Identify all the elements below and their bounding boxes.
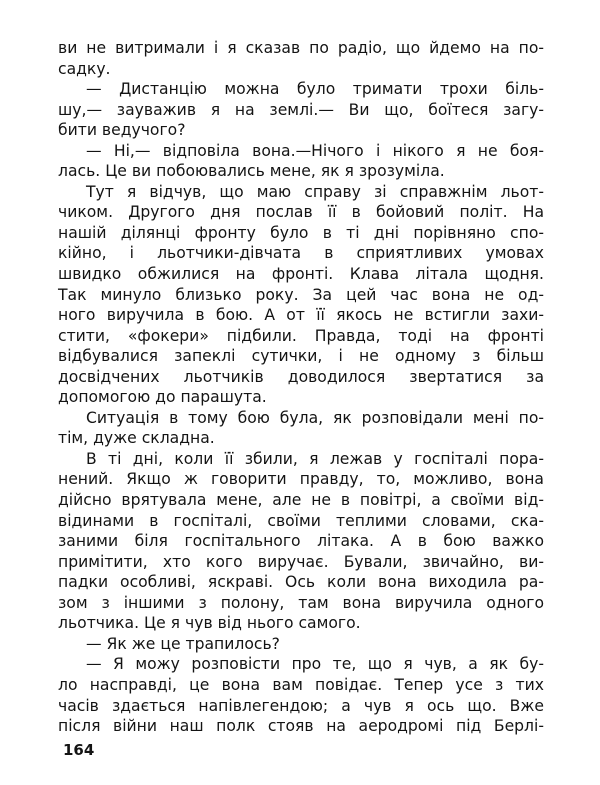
text-line: відинами в госпіталі, своїми теплими словами, ска- [58, 511, 544, 530]
text-line: — Дистанцію можна було тримати трохи біль- [86, 80, 544, 99]
text-line: лась. Це ви побоювались мене, як я зрозуміла. [58, 162, 445, 181]
text-line: бити ведучого? [58, 121, 186, 140]
text-line: садку. [58, 59, 111, 78]
text-line: шу,— зауважив я на землі.— Ви що, боїтеся загу- [58, 100, 544, 119]
text-line: Ситуація в тому бою була, як розповідали мені по- [86, 408, 544, 427]
text-line: кійно, і льотчики-дівчата в сприятливих умовах [58, 244, 544, 263]
text-line: льотчика. Це я чув від нього самого. [58, 614, 361, 633]
text-line: заними біля госпітального літака. А в бою важко [58, 532, 544, 551]
text-line: нашій ділянці фронту було в ті дні порівняно спо- [58, 223, 544, 242]
text-line: ло насправді, це вона вам повідає. Тепер усе з тих [58, 675, 544, 694]
text-line: примітити, хто кого виручає. Бували, звичайно, ви- [58, 552, 544, 571]
text-line: чиком. Другого дня послав її в бойовий політ. На [58, 203, 544, 222]
text-line: зом з іншими з полону, там вона виручила одного [58, 593, 544, 612]
text-line: В ті дні, коли її збили, я лежав у госпіталі пора- [86, 449, 544, 468]
text-line: ного виручила в бою. А от її якось не встигли захи- [58, 306, 544, 325]
text-line: — Ні,— відповіла вона.—Нічого і нікого я не боя- [86, 141, 544, 160]
text-line: часів здається напівлегендою; а чув я ось що. Вже [58, 696, 544, 715]
text-line: стити, «фокери» підбили. Правда, тоді на фронті [58, 326, 544, 345]
text-line: відбувалися запеклі сутички, і не одному з більш [58, 347, 544, 366]
text-line: — Як же це трапилось? [86, 634, 280, 653]
text-line: падки особливі, яскраві. Ось коли вона виходила ра- [58, 573, 544, 592]
text-line: Так минуло близько року. За цей час вона не од- [58, 285, 544, 304]
page-text [58, 38, 544, 737]
text-line: нений. Якщо ж говорити правду, то, можливо, вона [58, 470, 544, 489]
text-line: дійсно врятувала мене, але не в повітрі, а своїми від- [58, 491, 544, 510]
text-line: швидко обжилися на фронті. Клава літала щодня. [58, 265, 544, 284]
text-line: допомогою до парашута. [58, 388, 267, 407]
text-line: — Я можу розповісти про те, що я чув, а як бу- [86, 655, 544, 674]
page-number: 164 [63, 741, 95, 759]
text-line: Тут я відчув, що маю справу зі справжнім льот- [86, 182, 544, 201]
text-line: досвідчених льотчиків доводилося звертатися за [58, 367, 544, 386]
text-line: ви не витримали і я сказав по радіо, що йдемо на по- [58, 39, 544, 57]
text-line: після війни наш полк стояв на аеродромі під Берлі- [58, 717, 544, 736]
text-line: тім, дуже складна. [58, 429, 215, 448]
